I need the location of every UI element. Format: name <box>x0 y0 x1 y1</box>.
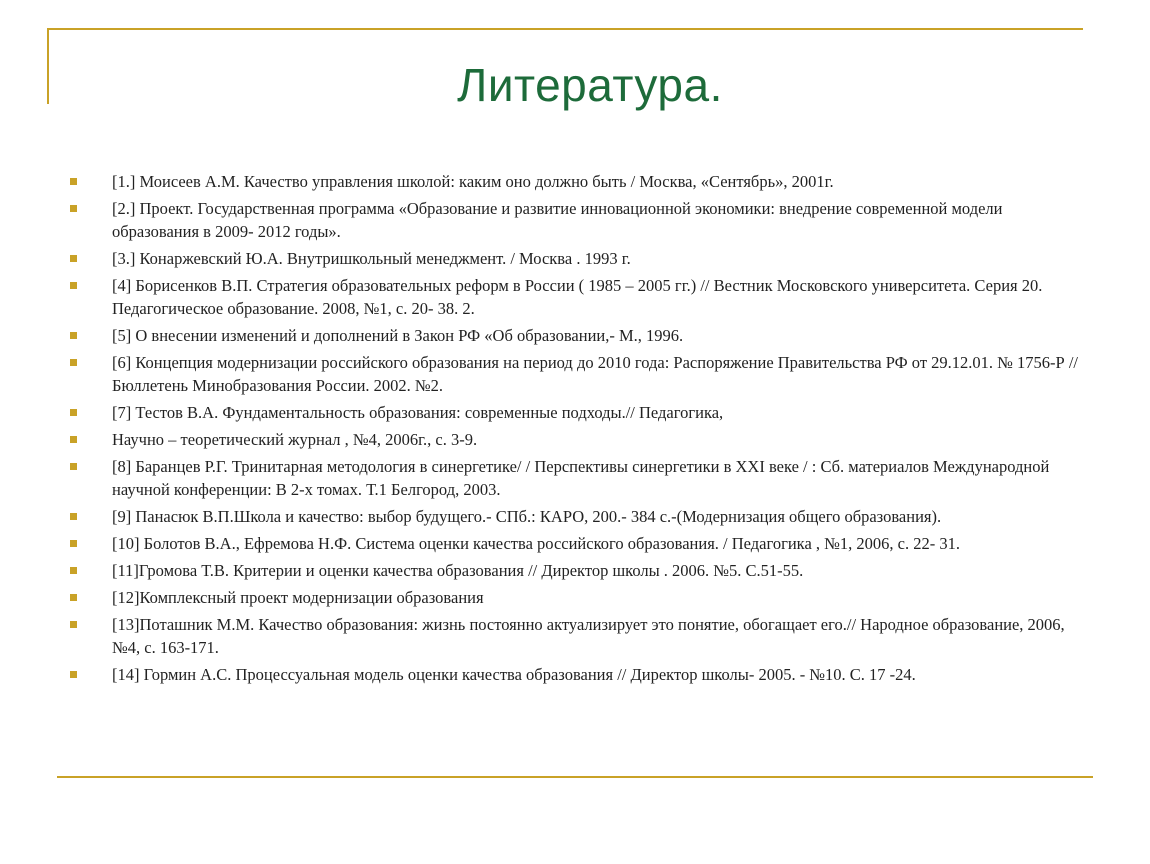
list-item <box>70 559 1080 582</box>
bullet-icon <box>70 567 77 574</box>
list-item <box>70 197 1080 243</box>
list-item <box>70 247 1080 270</box>
bullet-icon <box>70 621 77 628</box>
bullet-icon <box>70 332 77 339</box>
list-item <box>70 663 1080 686</box>
bullet-icon <box>70 255 77 262</box>
list-item <box>70 170 1080 193</box>
list-item <box>70 613 1080 659</box>
reference-text: [11]Громова Т.В. Критерии и оценки качества образования // Директор школы . 2006. №5. С.51-55. <box>112 561 804 580</box>
bullet-icon <box>70 594 77 601</box>
reference-text: [14] Гормин А.С. Процессуальная модель оценки качества образования // Директор школы- 2005. - №10. С. 17 -24. <box>112 665 916 684</box>
reference-text: Научно – теоретический журнал , №4, 2006г., с. 3-9. <box>112 430 478 449</box>
list-item <box>70 505 1080 528</box>
reference-text: [12]Комплексный проект модернизации образования <box>112 588 484 607</box>
reference-text: [2.] Проект. Государственная программа «Образование и развитие инновационной экономики: внедрение современной модели образования в 2009- 2012 годы». <box>112 199 1003 241</box>
reference-text: [4] Борисенков В.П. Стратегия образовательных реформ в России ( 1985 – 2005 гг.) // Вестник Московского университета. Серия 20. Педагогическое образование. 2008, №1, с. 20- 38. 2. <box>112 276 1043 318</box>
reference-text: [9] Панасюк В.П.Школа и качество: выбор будущего.- СПб.: КАРО, 200.- 384 с.-(Модернизация общего образования). <box>112 507 942 526</box>
bullet-icon <box>70 436 77 443</box>
bullet-icon <box>70 540 77 547</box>
reference-text: [13]Поташник М.М. Качество образования: жизнь постоянно актуализирует это понятие, обогащает его.// Народное образование, 2006, №4, с. 163-171. <box>112 615 1065 657</box>
reference-text: [3.] Конаржевский Ю.А. Внутришкольный менеджмент. / Москва . 1993 г. <box>112 249 631 268</box>
reference-list <box>70 170 1080 690</box>
bullet-icon <box>70 282 77 289</box>
list-item <box>70 428 1080 451</box>
reference-text: [1.] Моисеев А.М. Качество управления школой: каким оно должно быть / Москва, «Сентябрь», 2001г. <box>112 172 834 191</box>
list-item <box>70 586 1080 609</box>
list-item <box>70 401 1080 424</box>
reference-text: [5] О внесении изменений и дополнений в Закон РФ «Об образовании,- М., 1996. <box>112 326 684 345</box>
bullet-icon <box>70 671 77 678</box>
bullet-icon <box>70 409 77 416</box>
reference-text: [8] Баранцев Р.Г. Тринитарная методология в синергетике/ / Перспективы синергетики в XXI веке / : Сб. материалов Международной научной конференции: В 2-х томах. Т.1 Белгород, 2003. <box>112 457 1050 499</box>
bullet-icon <box>70 178 77 185</box>
bullet-icon <box>70 205 77 212</box>
list-item <box>70 351 1080 397</box>
slide-title: Литература. <box>457 59 723 111</box>
list-item <box>70 532 1080 555</box>
reference-text: [10] Болотов В.А., Ефремова Н.Ф. Система оценки качества российского образования. / Педагогика , №1, 2006, с. 22- 31. <box>112 534 960 553</box>
reference-text: [6] Концепция модернизации российского образования на период до 2010 года: Распоряжение Правительства РФ от 29.12.01. № 1756-Р // Бюллетень Минобразования России. 2002. №2. <box>112 353 1078 395</box>
bullet-icon <box>70 513 77 520</box>
top-border-line <box>47 28 1083 30</box>
list-item <box>70 455 1080 501</box>
bottom-border-line <box>57 776 1093 778</box>
bullet-icon <box>70 359 77 366</box>
reference-text: [7] Тестов В.А. Фундаментальность образования: современные подходы.// Педагогика, <box>112 403 724 422</box>
list-item <box>70 274 1080 320</box>
list-item <box>70 324 1080 347</box>
bullet-icon <box>70 463 77 470</box>
